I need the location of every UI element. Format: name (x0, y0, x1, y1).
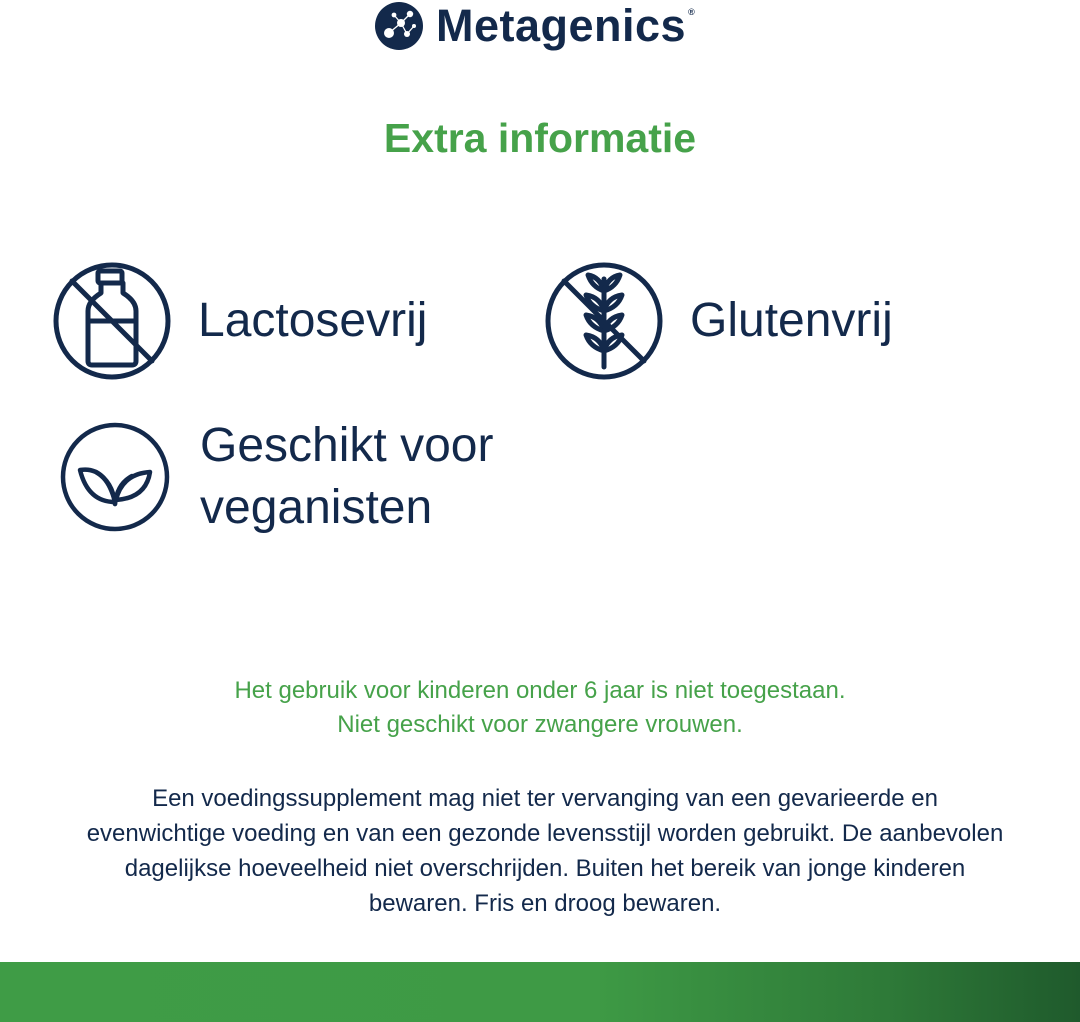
no-milk-bottle-icon (52, 261, 172, 381)
brand-logo (374, 0, 695, 52)
supplement-disclaimer: Een voedingssupplement mag niet ter vervanging van een gevarieerde en evenwichtige voeding en van een gezonde levensstijl worden gebruikt. De aanbevolen dagelijkse hoeveelheid niet overschrijden. Buiten het bereik van jonge kinderen bewaren. Fris en droog bewaren. (86, 785, 1004, 917)
feature-vegan (60, 415, 540, 539)
feature-label-lactose-free: Lactosevrij (198, 294, 428, 347)
page-title: Extra informatie (383, 115, 697, 161)
brand-name: Metagenics ® (436, 0, 696, 51)
warning-children: Het gebruik voor kinderen onder 6 jaar is niet toegestaan. (234, 677, 846, 704)
warning-pregnancy: Niet geschikt voor zwangere vrouwen. (337, 711, 743, 738)
registered-mark: ® (688, 7, 696, 17)
feature-label-vegan: Geschikt voor veganisten (200, 419, 494, 534)
molecule-logo-icon (374, 1, 424, 51)
feature-label-gluten-free: Glutenvrij (690, 294, 893, 347)
footer-bar (0, 962, 1080, 1022)
leaves-icon (60, 422, 170, 532)
no-wheat-icon (544, 261, 664, 381)
usage-warnings (0, 674, 1080, 742)
feature-gluten-free (544, 261, 893, 381)
feature-lactose-free (52, 261, 427, 381)
